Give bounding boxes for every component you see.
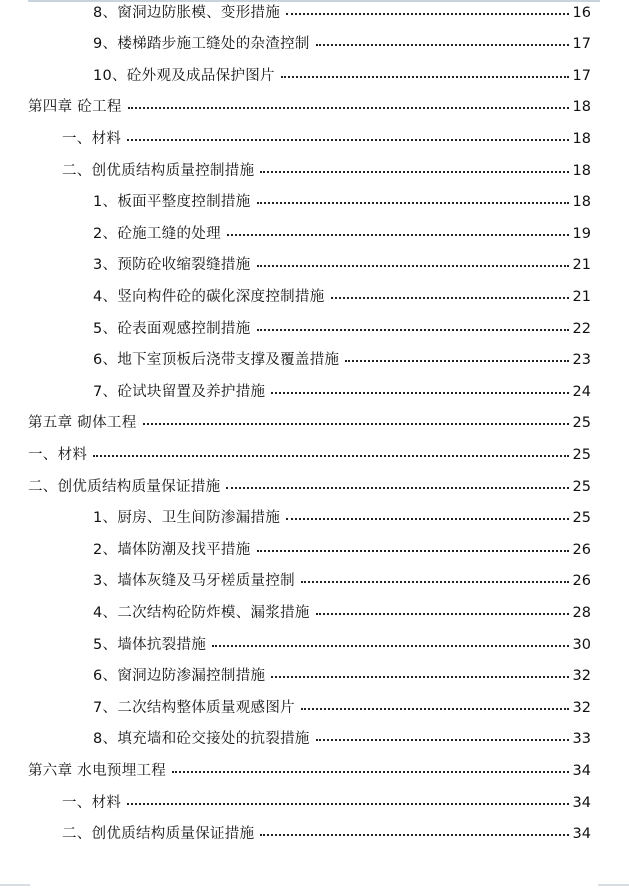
toc-entry-page-number: 32 (572, 668, 591, 685)
toc-entry-page-number: 16 (572, 4, 591, 21)
toc-entry-title: 第六章 水电预埋工程 (28, 762, 167, 779)
toc-dot-leader (257, 549, 569, 552)
toc-entry-title: 二、创优质结构质量保证措施 (62, 826, 255, 843)
toc-dot-leader (316, 738, 569, 741)
toc-entry-page-number: 25 (572, 478, 591, 495)
toc-entry-page-number: 19 (572, 225, 591, 242)
toc-entry[interactable] (0, 819, 629, 847)
toc-dot-leader (212, 644, 568, 647)
toc-entry[interactable] (0, 281, 629, 309)
toc-dot-leader (260, 833, 568, 836)
toc-entry[interactable] (0, 345, 629, 373)
toc-entry-title: 5、砼表面观感控制措施 (93, 320, 251, 337)
toc-entry-page-number: 17 (572, 36, 591, 53)
toc-dot-leader (143, 422, 569, 425)
toc-entry-title: 7、二次结构整体质量观感图片 (93, 699, 295, 716)
toc-entry[interactable] (0, 123, 629, 151)
toc-entry-page-number: 25 (572, 510, 591, 527)
toc-entry-title: 2、墙体防潮及找平措施 (93, 541, 251, 558)
page-bottom-marks (0, 884, 629, 888)
toc-entry-page-number: 24 (572, 383, 591, 400)
toc-entry-page-number: 22 (572, 320, 591, 337)
toc-entry[interactable] (0, 471, 629, 499)
toc-entry[interactable] (0, 250, 629, 278)
toc-entry-title: 2、砼施工缝的处理 (93, 225, 221, 242)
toc-entry[interactable] (0, 313, 629, 341)
toc-dot-leader (127, 138, 568, 141)
toc-entry-title: 第五章 砌体工程 (28, 415, 137, 432)
toc-dot-leader (172, 770, 568, 773)
toc-dot-leader (286, 12, 568, 15)
toc-dot-leader (93, 454, 568, 457)
toc-dot-leader (128, 106, 569, 109)
toc-entry-title: 二、创优质结构质量控制措施 (62, 162, 255, 179)
toc-entry-page-number: 17 (572, 67, 591, 84)
toc-entry[interactable] (0, 0, 629, 25)
toc-entry[interactable] (0, 534, 629, 562)
toc-dot-leader (226, 486, 568, 489)
toc-dot-leader (127, 802, 568, 805)
toc-dot-leader (271, 391, 568, 394)
toc-entry-title: 第四章 砼工程 (28, 99, 122, 116)
toc-entry-title: 6、窗洞边防渗漏控制措施 (93, 668, 266, 685)
toc-entry[interactable] (0, 155, 629, 183)
toc-entry[interactable] (0, 566, 629, 594)
toc-dot-leader (257, 264, 569, 267)
toc-entry[interactable] (0, 187, 629, 215)
toc-entry-page-number: 25 (572, 415, 591, 432)
toc-dot-leader (345, 359, 568, 362)
toc-dot-leader (301, 707, 569, 710)
toc-entry-page-number: 28 (572, 604, 591, 621)
toc-entry-title: 10、砼外观及成品保护图片 (93, 67, 275, 84)
toc-entry-page-number: 26 (572, 541, 591, 558)
toc-dot-leader (271, 675, 568, 678)
toc-entry[interactable] (0, 692, 629, 720)
toc-entry-page-number: 26 (572, 573, 591, 590)
toc-entry-page-number: 21 (572, 288, 591, 305)
toc-entry-title: 4、竖向构件砼的碳化深度控制措施 (93, 288, 325, 305)
toc-entry-title: 3、墙体灰缝及马牙槎质量控制 (93, 573, 295, 590)
toc-entry-title: 一、材料 (62, 130, 122, 147)
toc-entry[interactable] (0, 755, 629, 783)
toc-entry-title: 一、材料 (28, 446, 88, 463)
toc-entry[interactable] (0, 629, 629, 657)
toc-entry[interactable] (0, 376, 629, 404)
toc-entry-page-number: 30 (572, 636, 591, 653)
toc-entry-title: 1、厨房、卫生间防渗漏措施 (93, 510, 281, 527)
toc-entry-page-number: 33 (572, 731, 591, 748)
toc-entry[interactable] (0, 597, 629, 625)
toc-entry[interactable] (0, 408, 629, 436)
toc-dot-leader (331, 296, 569, 299)
toc-entry-title: 一、材料 (62, 794, 122, 811)
toc-entry-page-number: 25 (572, 446, 591, 463)
toc-entry[interactable] (0, 724, 629, 752)
toc-dot-leader (281, 75, 569, 78)
toc-entry-title: 4、二次结构砼防炸模、漏浆措施 (93, 604, 310, 621)
toc-entry-title: 二、创优质结构质量保证措施 (28, 478, 221, 495)
toc-entry-title: 8、窗洞边防胀模、变形措施 (93, 4, 281, 21)
toc-entry[interactable] (0, 92, 629, 120)
toc-dot-leader (316, 612, 569, 615)
toc-entry-title: 8、填充墙和砼交接处的抗裂措施 (93, 731, 310, 748)
toc-entry-page-number: 32 (572, 699, 591, 716)
toc-entry-title: 5、墙体抗裂措施 (93, 636, 207, 653)
toc-entry[interactable] (0, 503, 629, 531)
toc-dot-leader (227, 233, 569, 236)
toc-entry-page-number: 34 (572, 826, 591, 843)
toc-entry-page-number: 18 (572, 130, 591, 147)
toc-entry[interactable] (0, 787, 629, 815)
toc-entry-page-number: 21 (572, 257, 591, 274)
toc-entry-page-number: 18 (572, 99, 591, 116)
toc-entry-page-number: 34 (572, 794, 591, 811)
toc-entry-title: 3、预防砼收缩裂缝措施 (93, 257, 251, 274)
toc-dot-leader (260, 170, 568, 173)
toc-entry-title: 6、地下室顶板后浇带支撑及覆盖措施 (93, 352, 340, 369)
toc-dot-leader (301, 580, 569, 583)
toc-entry[interactable] (0, 218, 629, 246)
toc-entry-title: 9、楼梯踏步施工缝处的杂渣控制 (93, 36, 310, 53)
toc-dot-leader (286, 517, 568, 520)
toc-entry-page-number: 23 (572, 352, 591, 369)
toc-entry-title: 1、板面平整度控制措施 (93, 194, 251, 211)
toc-dot-leader (316, 43, 569, 46)
toc-dot-leader (257, 328, 569, 331)
toc-entry-page-number: 18 (572, 194, 591, 211)
toc-entry[interactable] (0, 439, 629, 467)
toc-entry[interactable] (0, 29, 629, 57)
toc-entry-page-number: 34 (572, 762, 591, 779)
toc-entry-page-number: 18 (572, 162, 591, 179)
toc-dot-leader (257, 201, 569, 204)
toc-entry-title: 7、砼试块留置及养护措施 (93, 383, 266, 400)
toc-entry[interactable] (0, 60, 629, 88)
toc-entry[interactable] (0, 661, 629, 689)
